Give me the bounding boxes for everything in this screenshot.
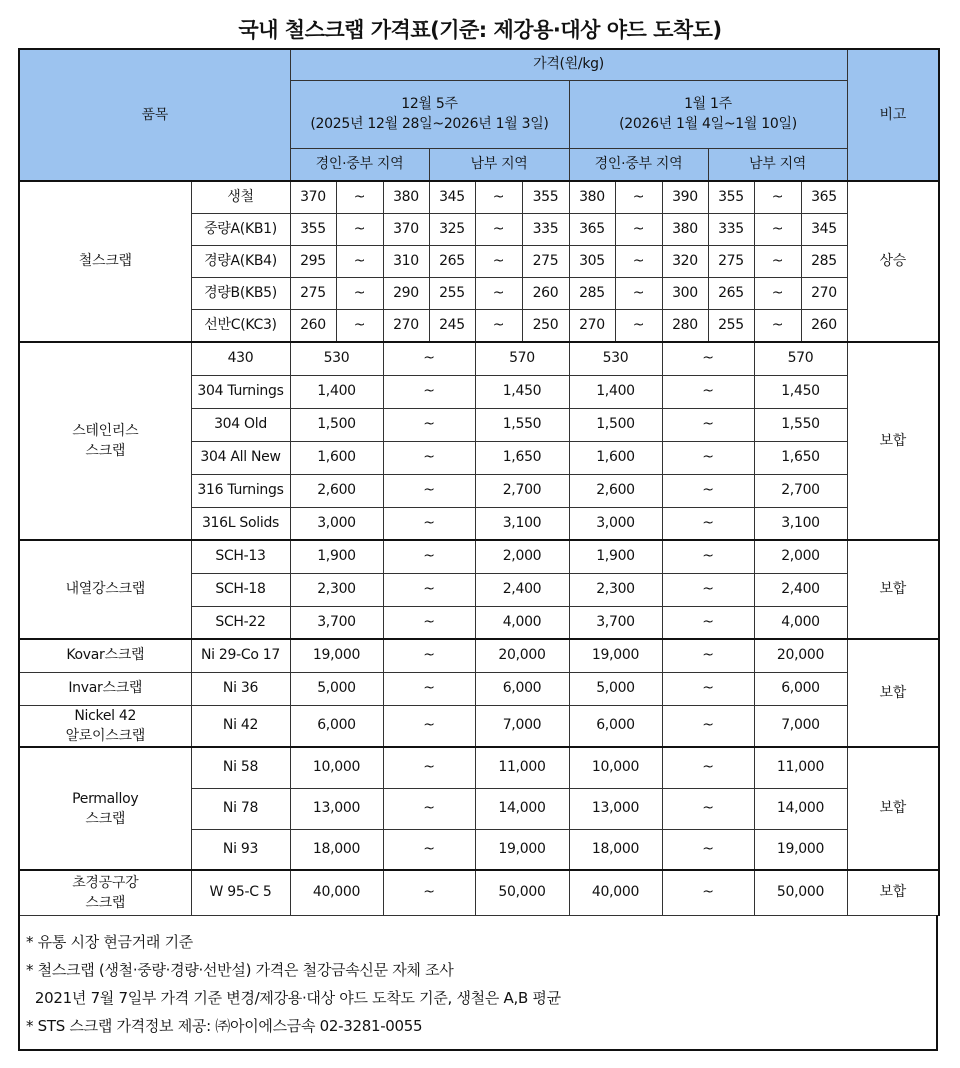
- note-stainless: 보합: [847, 342, 939, 540]
- footnote-2: * 철스크랩 (생철·중량·경량·선반설) 가격은 철강금속신문 자체 조사: [26, 961, 454, 979]
- price-cell: 245: [429, 309, 475, 342]
- price-cell: 20,000: [754, 639, 847, 672]
- price-cell: 345: [801, 213, 847, 245]
- grade-cell: Ni 58: [191, 747, 290, 788]
- tilde: ~: [754, 309, 801, 342]
- price-cell: 2,300: [569, 573, 662, 606]
- price-cell: 1,400: [569, 375, 662, 408]
- tilde: ~: [336, 181, 383, 213]
- region-central-2: 경인·중부 지역: [569, 148, 708, 181]
- price-cell: 40,000: [290, 870, 383, 915]
- group-stainless-line1: 스테인리스: [72, 423, 139, 439]
- price-cell: 270: [383, 309, 429, 342]
- tilde: ~: [754, 181, 801, 213]
- price-cell: 1,650: [475, 441, 569, 474]
- grade-cell: 316L Solids: [191, 507, 290, 540]
- price-cell: 2,600: [569, 474, 662, 507]
- group-permalloy-line2: 스크랩: [85, 810, 126, 827]
- price-cell: 1,600: [569, 441, 662, 474]
- tilde: ~: [662, 507, 754, 540]
- price-cell: 1,900: [569, 540, 662, 573]
- price-cell: 1,650: [754, 441, 847, 474]
- price-cell: 10,000: [569, 747, 662, 788]
- price-cell: 355: [708, 181, 754, 213]
- price-cell: 4,000: [475, 606, 569, 639]
- price-cell: 570: [754, 342, 847, 375]
- tilde: ~: [475, 277, 522, 309]
- note-carbide: 보합: [847, 870, 939, 915]
- price-cell: 335: [522, 213, 569, 245]
- table-row: [19, 672, 939, 705]
- price-cell: 320: [662, 245, 708, 277]
- price-cell: 50,000: [475, 870, 569, 915]
- price-table: [18, 48, 940, 916]
- tilde: ~: [383, 672, 475, 705]
- tilde: ~: [615, 181, 662, 213]
- tilde: ~: [336, 245, 383, 277]
- price-cell: 2,400: [475, 573, 569, 606]
- price-cell: 2,000: [754, 540, 847, 573]
- header-note: 비고: [847, 49, 939, 181]
- price-cell: 300: [662, 277, 708, 309]
- tilde: ~: [475, 181, 522, 213]
- tilde: ~: [383, 573, 475, 606]
- header-item: 품목: [19, 49, 290, 181]
- group-permalloy-line1: Permalloy: [72, 790, 139, 807]
- region-south-2: 남부 지역: [708, 148, 847, 181]
- tilde: ~: [662, 672, 754, 705]
- period-2-range: (2026년 1월 4일~1월 10일): [619, 116, 797, 132]
- tilde: ~: [383, 829, 475, 870]
- price-cell: 10,000: [290, 747, 383, 788]
- price-cell: 365: [569, 213, 615, 245]
- price-cell: 530: [569, 342, 662, 375]
- price-cell: 345: [429, 181, 475, 213]
- price-cell: 285: [569, 277, 615, 309]
- tilde: ~: [754, 277, 801, 309]
- price-cell: 380: [662, 213, 708, 245]
- group-stainless-line2: 스크랩: [85, 443, 126, 459]
- price-cell: 325: [429, 213, 475, 245]
- price-cell: 6,000: [569, 705, 662, 747]
- price-cell: 280: [662, 309, 708, 342]
- tilde: ~: [336, 277, 383, 309]
- region-central-1: 경인·중부 지역: [290, 148, 429, 181]
- price-cell: 7,000: [754, 705, 847, 747]
- price-cell: 1,550: [754, 408, 847, 441]
- price-cell: 370: [383, 213, 429, 245]
- table-row: [19, 705, 939, 747]
- grade-cell: Ni 36: [191, 672, 290, 705]
- tilde: ~: [662, 747, 754, 788]
- grade-cell: Ni 29-Co 17: [191, 639, 290, 672]
- note-permalloy: 보합: [847, 747, 939, 870]
- price-cell: 5,000: [569, 672, 662, 705]
- tilde: ~: [383, 474, 475, 507]
- price-cell: 285: [801, 245, 847, 277]
- period-1-range: (2025년 12월 28일~2026년 1월 3일): [310, 116, 549, 132]
- price-cell: 19,000: [569, 639, 662, 672]
- tilde: ~: [383, 788, 475, 829]
- price-cell: 275: [708, 245, 754, 277]
- document-title: 국내 철스크랩 가격표(기준: 제강용·대상 야드 도착도): [238, 18, 722, 42]
- price-cell: 14,000: [754, 788, 847, 829]
- price-cell: 380: [569, 181, 615, 213]
- price-cell: 570: [475, 342, 569, 375]
- price-cell: 355: [522, 181, 569, 213]
- group-carbide: [19, 870, 191, 915]
- note-steel: 상승: [847, 181, 939, 342]
- table-row: [19, 870, 939, 915]
- tilde: ~: [383, 639, 475, 672]
- tilde: ~: [662, 573, 754, 606]
- price-cell: 1,400: [290, 375, 383, 408]
- price-cell: 11,000: [475, 747, 569, 788]
- price-cell: 335: [708, 213, 754, 245]
- tilde: ~: [662, 342, 754, 375]
- tilde: ~: [662, 474, 754, 507]
- grade-cell: 304 Old: [191, 408, 290, 441]
- tilde: ~: [662, 829, 754, 870]
- price-cell: 4,000: [754, 606, 847, 639]
- price-cell: 255: [429, 277, 475, 309]
- price-cell: 40,000: [569, 870, 662, 915]
- group-invar: Invar스크랩: [19, 672, 191, 705]
- price-cell: 6,000: [475, 672, 569, 705]
- price-cell: 5,000: [290, 672, 383, 705]
- grade-cell: 304 Turnings: [191, 375, 290, 408]
- price-cell: 19,000: [290, 639, 383, 672]
- grade-cell: W 95-C 5: [191, 870, 290, 915]
- price-cell: 11,000: [754, 747, 847, 788]
- footnotes: [18, 915, 938, 1051]
- price-cell: 20,000: [475, 639, 569, 672]
- tilde: ~: [383, 606, 475, 639]
- group-kovar: Kovar스크랩: [19, 639, 191, 672]
- tilde: ~: [662, 705, 754, 747]
- tilde: ~: [336, 309, 383, 342]
- grade-cell: 경량B(KB5): [191, 277, 290, 309]
- price-cell: 255: [708, 309, 754, 342]
- price-cell: 18,000: [569, 829, 662, 870]
- tilde: ~: [383, 342, 475, 375]
- price-cell: 390: [662, 181, 708, 213]
- tilde: ~: [662, 441, 754, 474]
- grade-cell: SCH-22: [191, 606, 290, 639]
- price-cell: 3,000: [569, 507, 662, 540]
- price-cell: 1,500: [569, 408, 662, 441]
- price-cell: 1,550: [475, 408, 569, 441]
- note-heat: 보합: [847, 540, 939, 639]
- price-cell: 260: [290, 309, 336, 342]
- group-stainless: [19, 342, 191, 540]
- period-2-week: 1월 1주: [684, 96, 732, 112]
- price-cell: 370: [290, 181, 336, 213]
- price-cell: 380: [383, 181, 429, 213]
- tilde: ~: [615, 245, 662, 277]
- grade-cell: 경량A(KB4): [191, 245, 290, 277]
- tilde: ~: [662, 540, 754, 573]
- tilde: ~: [383, 705, 475, 747]
- tilde: ~: [383, 375, 475, 408]
- tilde: ~: [475, 309, 522, 342]
- grade-cell: 생철: [191, 181, 290, 213]
- tilde: ~: [615, 309, 662, 342]
- price-cell: 6,000: [290, 705, 383, 747]
- group-steel: 철스크랩: [19, 181, 191, 342]
- table-row: [19, 747, 939, 788]
- tilde: ~: [662, 788, 754, 829]
- tilde: ~: [383, 408, 475, 441]
- grade-cell: Ni 78: [191, 788, 290, 829]
- price-cell: 6,000: [754, 672, 847, 705]
- price-cell: 365: [801, 181, 847, 213]
- table-row: [19, 540, 939, 573]
- tilde: ~: [754, 245, 801, 277]
- price-cell: 3,000: [290, 507, 383, 540]
- price-cell: 3,100: [754, 507, 847, 540]
- price-cell: 295: [290, 245, 336, 277]
- group-carbide-line1: 초경공구강: [72, 874, 139, 891]
- tilde: ~: [383, 441, 475, 474]
- price-cell: 275: [522, 245, 569, 277]
- grade-cell: 304 All New: [191, 441, 290, 474]
- price-cell: 2,700: [475, 474, 569, 507]
- price-cell: 1,900: [290, 540, 383, 573]
- footnote-4: * STS 스크랩 가격정보 제공: ㈜아이에스금속 02-3281-0055: [26, 1017, 423, 1035]
- grade-cell: 선반C(KC3): [191, 309, 290, 342]
- tilde: ~: [662, 606, 754, 639]
- group-nickel42: [19, 705, 191, 747]
- price-cell: 19,000: [754, 829, 847, 870]
- price-cell: 265: [708, 277, 754, 309]
- table-row: [19, 639, 939, 672]
- header-price-unit: 가격(원/kg): [290, 49, 847, 80]
- tilde: ~: [662, 408, 754, 441]
- price-cell: 50,000: [754, 870, 847, 915]
- price-cell: 14,000: [475, 788, 569, 829]
- price-cell: 2,400: [754, 573, 847, 606]
- price-cell: 1,450: [754, 375, 847, 408]
- tilde: ~: [383, 747, 475, 788]
- group-nickel42-line2: 알로이스크랩: [65, 727, 145, 744]
- tilde: ~: [336, 213, 383, 245]
- footnote-3: 2021년 7월 7일부 가격 기준 변경/제강용·대상 야드 도착도 기준, 생철은 A,B 평균: [26, 989, 561, 1007]
- grade-cell: SCH-18: [191, 573, 290, 606]
- grade-cell: 316 Turnings: [191, 474, 290, 507]
- price-cell: 1,450: [475, 375, 569, 408]
- grade-cell: 430: [191, 342, 290, 375]
- note-alloy: 보합: [847, 639, 939, 747]
- grade-cell: Ni 93: [191, 829, 290, 870]
- tilde: ~: [615, 213, 662, 245]
- tilde: ~: [475, 213, 522, 245]
- price-cell: 355: [290, 213, 336, 245]
- price-cell: 7,000: [475, 705, 569, 747]
- region-south-1: 남부 지역: [429, 148, 569, 181]
- price-cell: 275: [290, 277, 336, 309]
- price-cell: 270: [801, 277, 847, 309]
- price-cell: 2,700: [754, 474, 847, 507]
- price-cell: 250: [522, 309, 569, 342]
- group-permalloy: [19, 747, 191, 870]
- period-1-week: 12월 5주: [401, 96, 458, 112]
- table-row: [19, 181, 939, 213]
- price-cell: 2,000: [475, 540, 569, 573]
- tilde: ~: [475, 245, 522, 277]
- price-cell: 1,500: [290, 408, 383, 441]
- price-cell: 2,300: [290, 573, 383, 606]
- tilde: ~: [754, 213, 801, 245]
- group-nickel42-line1: Nickel 42: [74, 707, 137, 724]
- price-cell: 305: [569, 245, 615, 277]
- tilde: ~: [662, 639, 754, 672]
- price-cell: 19,000: [475, 829, 569, 870]
- header-period-1: [290, 80, 569, 148]
- price-cell: 290: [383, 277, 429, 309]
- grade-cell: Ni 42: [191, 705, 290, 747]
- price-cell: 3,100: [475, 507, 569, 540]
- table-row: [19, 342, 939, 375]
- header-period-2: [569, 80, 847, 148]
- price-cell: 1,600: [290, 441, 383, 474]
- group-heat: 내열강스크랩: [19, 540, 191, 639]
- price-cell: 3,700: [569, 606, 662, 639]
- tilde: ~: [662, 870, 754, 915]
- price-cell: 265: [429, 245, 475, 277]
- group-carbide-line2: 스크랩: [85, 894, 126, 911]
- tilde: ~: [383, 870, 475, 915]
- price-cell: 13,000: [569, 788, 662, 829]
- tilde: ~: [615, 277, 662, 309]
- price-cell: 260: [801, 309, 847, 342]
- price-cell: 18,000: [290, 829, 383, 870]
- price-cell: 530: [290, 342, 383, 375]
- price-cell: 270: [569, 309, 615, 342]
- price-cell: 3,700: [290, 606, 383, 639]
- tilde: ~: [383, 540, 475, 573]
- price-cell: 13,000: [290, 788, 383, 829]
- grade-cell: 중량A(KB1): [191, 213, 290, 245]
- price-cell: 260: [522, 277, 569, 309]
- price-cell: 310: [383, 245, 429, 277]
- footnote-1: * 유통 시장 현금거래 기준: [26, 933, 193, 951]
- grade-cell: SCH-13: [191, 540, 290, 573]
- tilde: ~: [383, 507, 475, 540]
- tilde: ~: [662, 375, 754, 408]
- price-cell: 2,600: [290, 474, 383, 507]
